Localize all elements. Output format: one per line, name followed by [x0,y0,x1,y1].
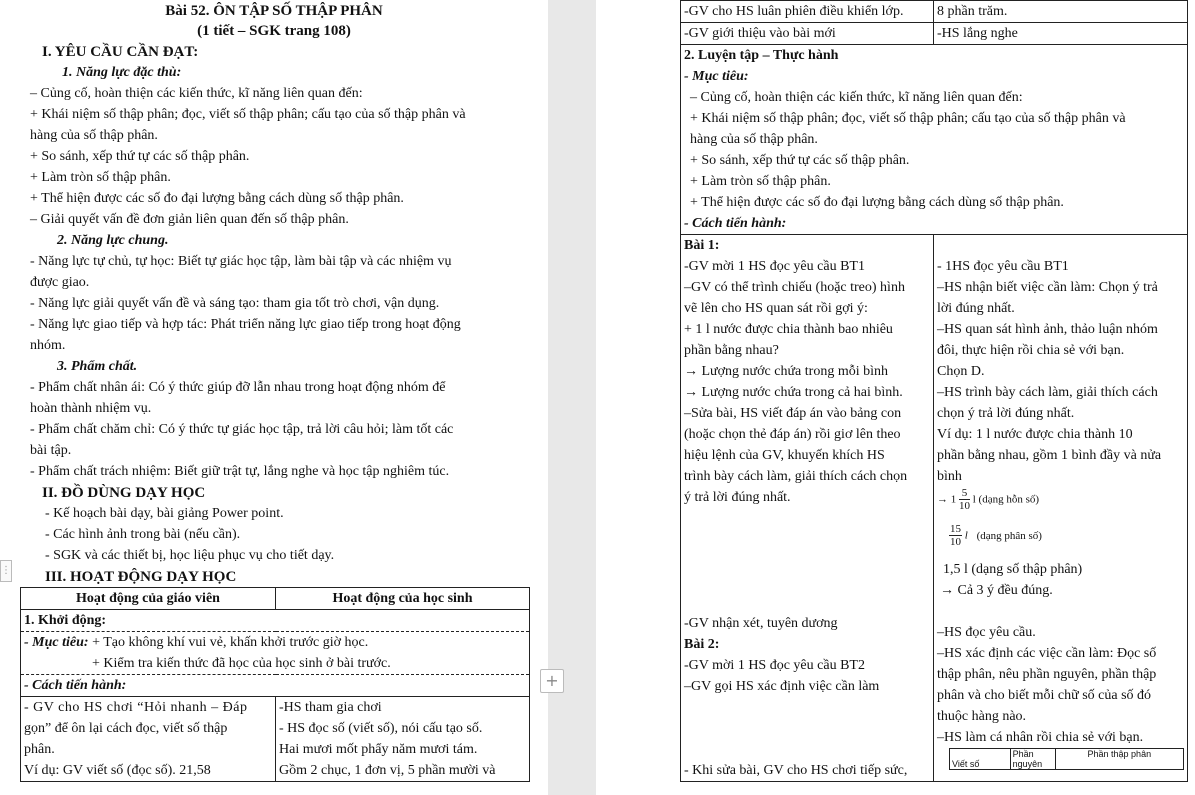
text-line: + Khái niệm số thập phân; đọc, viết số thập phân; cấu tạo của số thập phân và [690,111,1126,126]
right-page [596,0,1195,795]
mini-table-header: Viết số [950,749,1011,770]
table-row [21,610,530,632]
text-line: - Phẩm chất nhân ái: Có ý thức giúp đỡ lẫn nhau trong hoạt động nhóm để [30,380,446,395]
text-line: – Củng cố, hoàn thiện các kiến thức, kĩ năng liên quan đến: [690,90,1023,105]
text-line: - 1HS đọc yêu cầu BT1 [937,259,1069,274]
text-line: chọn ý trả lời đúng nhất. [937,406,1075,421]
text-line: phần bằng nhau, gồm 1 bình đầy và nửa [937,448,1162,463]
table-row [681,45,1188,235]
text-line: + So sánh, xếp thứ tự các số thập phân. [30,149,250,164]
text-line: - Phẩm chất trách nhiệm: Biết giữ trật tự, lắng nghe và học tập nghiêm túc. [30,464,450,479]
text-line: -HS lắng nghe [937,26,1018,41]
table-row [21,632,530,675]
text-line: hàng của số thập phân. [690,132,818,147]
text-line: -GV mời 1 HS đọc yêu cầu BT1 [684,259,865,274]
left-page [0,0,548,795]
exercise-2-heading: Bài 2: [684,637,720,652]
student-cell [934,23,1188,45]
text-line: –HS làm cá nhân rồi chia sẻ với bạn. [937,730,1144,745]
section-heading-2: II. ĐỒ DÙNG DẠY HỌC [42,485,206,501]
text-line: - Các hình ảnh trong bài (nếu cần). [45,527,241,542]
student-cell [934,235,1188,782]
text-line: được giao. [30,275,90,290]
procedure-label: - Cách tiến hành: [24,678,127,693]
text-line: -GV mời 1 HS đọc yêu cầu BT2 [684,658,865,673]
text-line: - Phẩm chất chăm chỉ: Có ý thức tự giác học tập, trả lời câu hỏi; làm tốt các [30,422,454,437]
text-line: phân. [24,742,55,757]
text-line: - SGK và các thiết bị, học liệu phục vụ cho tiết dạy. [45,548,335,563]
text-line: + Làm tròn số thập phân. [690,174,831,189]
arrow-icon: → 1 [937,493,957,506]
text-line: Ví dụ: 1 l nước được chia thành 10 [937,427,1133,442]
text-line: – Giải quyết vấn đề đơn giản liên quan đến số thập phân. [30,212,349,227]
text-line: hàng của số thập phân. [30,128,158,143]
text-line: -GV cho HS luân phiên điều khiển lớp. [684,4,904,19]
text-line: Hai mươi mốt phẩy năm mươi tám. [279,742,478,757]
teacher-cell [21,697,276,782]
text-line: –HS nhận biết việc cần làm: Chọn ý trả [937,280,1158,295]
text-line: → Lượng nước chứa trong cả hai bình. [684,385,903,400]
text-line: 8 phần trăm. [937,4,1008,19]
fraction-numerator: 15 [950,523,961,535]
mini-table-header: Phần thập phân [1055,749,1183,770]
improper-fraction [937,523,1184,559]
text-line: Chọn D. [937,364,985,379]
text-line: bài tập. [30,443,72,458]
mixed-number [937,487,1184,523]
text-line: hoàn thành nhiệm vụ. [30,401,152,416]
text-line: nhóm. [30,338,66,353]
text-line: đôi, thực hiện rồi chia sẻ với bạn. [937,343,1125,358]
mixed-number-label: l (dạng hỗn số) [972,493,1040,506]
text-line: hiệu lệnh của GV, khuyến khích HS [684,448,885,463]
text-line: - HS đọc số (viết số), nói cấu tạo số. [279,721,483,736]
mini-table [949,748,1184,770]
lesson-title: Bài 52. ÔN TẬP SỐ THẬP PHÂN [165,3,383,19]
text-line: + Thể hiện được các số đo đại lượng bằng cách dùng số thập phân. [30,191,404,206]
mini-table-header: Phần nguyên [1010,749,1055,770]
text-line: –HS trình bày cách làm, giải thích cách [937,385,1158,400]
text-line: + Làm tròn số thập phân. [30,170,171,185]
objective-text: + Kiểm tra kiến thức đã học của học sinh ở bài trước. [92,656,391,671]
student-cell [934,1,1188,23]
fraction-numerator: 5 [959,487,970,500]
table-row [21,675,530,697]
text-line: + So sánh, xếp thứ tự các số thập phân. [690,153,910,168]
text-line: - Năng lực giải quyết vấn đề và sáng tạo: tham gia tốt trò chơi, vận dụng. [30,296,440,311]
section-heading-3: III. HOẠT ĐỘNG DẠY HỌC [45,569,237,585]
subheading-3: 3. Phẩm chất. [57,359,138,374]
text-line: –GV có thể trình chiếu (hoặc treo) hình [684,280,905,295]
text-line: → Cả 3 ý đều đúng. [940,583,1053,598]
fraction-unit: l [964,529,968,542]
objective-label: - Mục tiêu: [24,635,89,650]
practice-heading: 2. Luyện tập – Thực hành [684,48,839,63]
fraction-denominator: 10 [959,500,970,512]
text-line: ý trả lời đúng nhất. [684,490,791,505]
teacher-cell [681,235,934,782]
text-line: Ví dụ: GV viết số (đọc số). 21,58 [24,763,211,778]
subheading-1: 1. Năng lực đặc thù: [62,65,182,80]
text-line: Gồm 2 chục, 1 đơn vị, 5 phần mười và [279,763,496,778]
text-line: - GV cho HS chơi “Hỏi nhanh – Đáp [24,700,248,715]
fraction-label: (dạng phân số) [976,529,1042,542]
text-line: 1,5 l (dạng số thập phân) [943,562,1083,577]
fraction-denominator: 10 [950,536,961,548]
text-line: - Năng lực giao tiếp và hợp tác: Phát triển năng lực giao tiếp trong hoạt động [30,317,461,332]
teacher-cell [681,1,934,23]
text-line: (hoặc chọn thẻ đáp án) rồi giơ lên theo [684,427,901,442]
text-line: – Củng cố, hoàn thiện các kiến thức, kĩ năng liên quan đến: [30,86,363,101]
text-line: –GV gọi HS xác định việc cần làm [684,679,880,694]
activity-table-continued [680,0,1188,782]
teacher-cell [681,23,934,45]
text-line: thập phân, nêu phần nguyên, phần thập [937,667,1157,682]
text-line: + Khái niệm số thập phân; đọc, viết số thập phân; cấu tạo của số thập phân và [30,107,466,122]
activity-table [20,587,530,782]
table-header-student: Hoạt động của học sinh [276,588,530,610]
text-line: + Thể hiện được các số đo đại lượng bằng cách dùng số thập phân. [690,195,1064,210]
objective-text: + Tạo không khí vui vẻ, khấn khởi trước giờ học. [88,635,369,650]
warmup-heading: 1. Khởi động: [24,613,107,628]
text-line: + 1 l nước được chia thành bao nhiêu [684,322,893,337]
lesson-subtitle: (1 tiết – SGK trang 108) [197,23,351,39]
exercise-1-heading: Bài 1: [684,238,720,253]
subheading-2: 2. Năng lực chung. [57,233,169,248]
student-cell [276,697,530,782]
text-line: –HS đọc yêu cầu. [937,625,1036,640]
text-line: → Lượng nước chứa trong mỗi bình [684,364,888,379]
text-line: –Sửa bài, HS viết đáp án vào bảng con [684,406,902,421]
text-line: –HS xác định các việc cần làm: Đọc số [937,646,1157,661]
text-line: lời đúng nhất. [937,301,1015,316]
section-heading-1: I. YÊU CẦU CẦN ĐẠT: [42,44,199,60]
text-line: gọn” để ôn lại cách đọc, viết số thập [24,721,228,736]
text-line: –HS quan sát hình ảnh, thảo luận nhóm [937,322,1158,337]
text-line: trình bày cách làm, giải thích cách chọn [684,469,908,484]
text-line: - Năng lực tự chủ, tự học: Biết tự giác học tập, làm bài tập và các nhiệm vụ [30,254,452,269]
text-line: phần bằng nhau? [684,343,779,358]
add-page-button[interactable]: + [540,669,564,693]
text-line: bình [937,469,962,484]
text-line: -GV nhận xét, tuyên dương [684,616,838,631]
text-line: thuộc hàng nào. [937,709,1027,724]
text-line: vẽ lên cho HS quan sát rồi gợi ý: [684,301,868,316]
text-line: - Kế hoạch bài dạy, bài giảng Power point. [45,506,284,521]
text-line: - Khi sửa bài, GV cho HS chơi tiếp sức, [684,763,908,778]
drag-handle-icon[interactable]: ⋮ [0,560,12,582]
text-line: phân và cho biết mỗi chữ số của số đó [937,688,1152,703]
text-line: -GV giới thiệu vào bài mới [684,26,836,41]
procedure-label: - Cách tiến hành: [684,216,787,231]
text-line: -HS tham gia chơi [279,700,382,715]
table-header-teacher: Hoạt động của giáo viên [21,588,276,610]
objective-label: - Mục tiêu: [684,69,749,84]
